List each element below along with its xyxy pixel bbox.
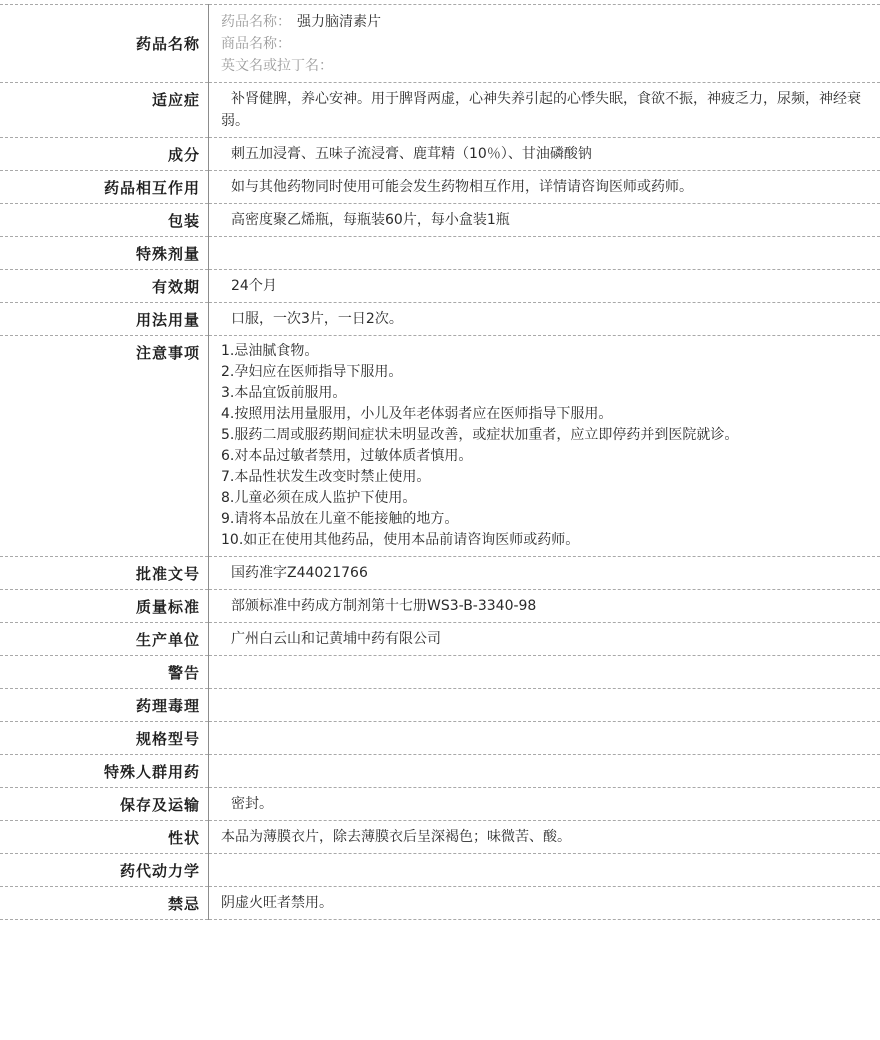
row-value — [209, 204, 880, 237]
row-label: 有效期 — [0, 270, 209, 303]
row-ingredients — [0, 138, 880, 171]
row-value — [209, 303, 880, 336]
row-value — [209, 5, 880, 83]
trade-name-line — [221, 33, 870, 55]
row-label: 批准文号 — [0, 557, 209, 590]
row-label: 警告 — [0, 656, 209, 689]
row-value-text: 24个月 — [231, 278, 277, 294]
row-label: 生产单位 — [0, 623, 209, 656]
row-label: 禁忌 — [0, 887, 209, 920]
row-label: 规格型号 — [0, 722, 209, 755]
row-precautions — [0, 336, 880, 557]
row-label: 药品相互作用 — [0, 171, 209, 204]
row-approval-number — [0, 557, 880, 590]
precaution-item: 7.本品性状发生改变时禁止使用。 — [221, 469, 431, 485]
row-value-text: 如与其他药物同时使用可能会发生药物相互作用，详情请咨询医师或药师。 — [231, 179, 693, 195]
row-value — [209, 171, 880, 204]
row-value — [209, 623, 880, 656]
trade-name-key: 商品名称： — [221, 35, 291, 52]
row-value-text: 口服，一次3片，一日2次。 — [231, 311, 403, 327]
row-indications — [0, 83, 880, 138]
row-value-text: 部颁标准中药成方制剂第十七册WS3-B-3340-98 — [231, 598, 537, 614]
precaution-item: 2.孕妇应在医师指导下服用。 — [221, 364, 403, 380]
row-value — [209, 336, 880, 557]
row-value — [209, 755, 880, 788]
latin-name-line — [221, 55, 870, 77]
drug-name-key: 药品名称： — [221, 13, 291, 30]
latin-name-value — [333, 58, 339, 74]
row-value — [209, 590, 880, 623]
row-value-text: 高密度聚乙烯瓶，每瓶装60片，每小盒装1瓶 — [231, 212, 510, 228]
precaution-item: 3.本品宜饭前服用。 — [221, 385, 347, 401]
row-label: 药代动力学 — [0, 854, 209, 887]
row-value-text: 补肾健脾，养心安神。用于脾肾两虚，心神失养引起的心悸失眠，食欲不振，神疲乏力，尿频，神经衰弱。 — [221, 91, 861, 129]
row-drug-interactions — [0, 171, 880, 204]
row-value-text: 阴虚火旺者禁用。 — [221, 895, 333, 911]
row-label: 保存及运输 — [0, 788, 209, 821]
drug-name-line — [221, 11, 870, 33]
row-dosage — [0, 303, 880, 336]
row-label: 药理毒理 — [0, 689, 209, 722]
row-label: 成分 — [0, 138, 209, 171]
precaution-item: 10.如正在使用其他药品，使用本品前请咨询医师或药师。 — [221, 532, 580, 548]
row-value-text: 密封。 — [231, 796, 273, 812]
row-value-text: 刺五加浸膏、五味子流浸膏、鹿茸精（10％）、甘油磷酸钠 — [231, 146, 592, 162]
row-specification-model — [0, 722, 880, 755]
precaution-item: 8.儿童必须在成人监护下使用。 — [221, 490, 417, 506]
row-value — [209, 83, 880, 138]
trade-name-value — [291, 36, 297, 52]
row-value — [209, 557, 880, 590]
row-label: 性状 — [0, 821, 209, 854]
row-special-population — [0, 755, 880, 788]
row-pharmacokinetics — [0, 854, 880, 887]
row-value — [209, 270, 880, 303]
precaution-item: 6.对本品过敏者禁用，过敏体质者慎用。 — [221, 448, 473, 464]
row-label: 适应症 — [0, 83, 209, 138]
row-label: 用法用量 — [0, 303, 209, 336]
drug-info-table — [0, 4, 880, 920]
row-label: 特殊人群用药 — [0, 755, 209, 788]
row-value — [209, 237, 880, 270]
row-label: 质量标准 — [0, 590, 209, 623]
precaution-item: 4.按照用法用量服用，小儿及年老体弱者应在医师指导下服用。 — [221, 406, 613, 422]
row-value — [209, 138, 880, 171]
precaution-item: 5.服药二周或服药期间症状未明显改善，或症状加重者，应立即停药并到医院就诊。 — [221, 427, 739, 443]
row-manufacturer — [0, 623, 880, 656]
row-properties — [0, 821, 880, 854]
row-packaging — [0, 204, 880, 237]
latin-name-key: 英文名或拉丁名： — [221, 57, 333, 74]
drug-name-value: 强力脑清素片 — [297, 13, 381, 30]
row-value — [209, 788, 880, 821]
precaution-item: 1.忌油腻食物。 — [221, 343, 319, 359]
row-contraindications — [0, 887, 880, 920]
row-value-text: 广州白云山和记黄埔中药有限公司 — [231, 631, 441, 647]
row-pharmacology-toxicology — [0, 689, 880, 722]
row-value — [209, 887, 880, 920]
row-label: 注意事项 — [0, 336, 209, 557]
row-label: 包装 — [0, 204, 209, 237]
row-quality-standard — [0, 590, 880, 623]
row-value — [209, 722, 880, 755]
row-value — [209, 854, 880, 887]
row-validity-period — [0, 270, 880, 303]
row-label: 药品名称 — [0, 5, 209, 83]
row-value-text: 国药准字Z44021766 — [231, 565, 368, 581]
row-warning — [0, 656, 880, 689]
row-value-text: 本品为薄膜衣片，除去薄膜衣后呈深褐色；味微苦、酸。 — [221, 829, 571, 845]
row-label: 特殊剂量 — [0, 237, 209, 270]
precaution-item: 9.请将本品放在儿童不能接触的地方。 — [221, 511, 459, 527]
row-storage-transport — [0, 788, 880, 821]
row-value — [209, 821, 880, 854]
row-value — [209, 689, 880, 722]
row-special-dose — [0, 237, 880, 270]
row-drug-name — [0, 5, 880, 83]
row-value — [209, 656, 880, 689]
